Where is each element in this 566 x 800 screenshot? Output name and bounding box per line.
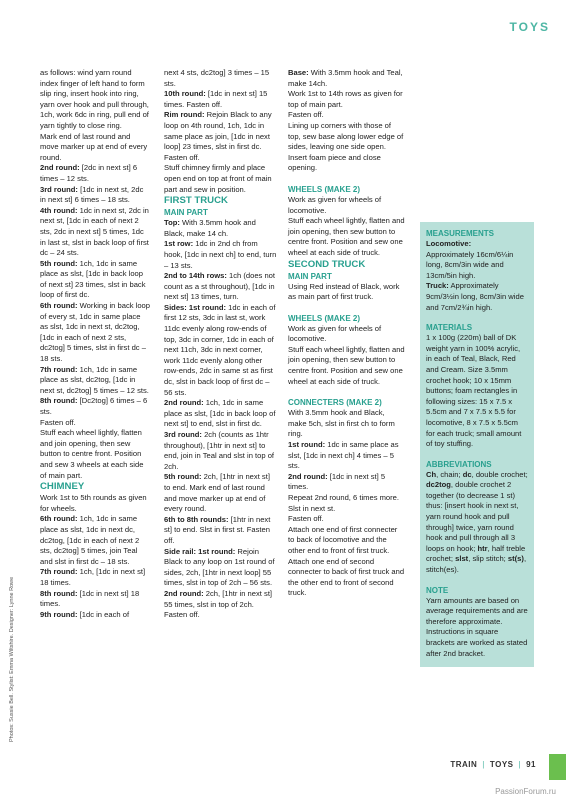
- abbr-def: , half treble crochet;: [426, 543, 526, 564]
- round-instruction: [40, 301, 150, 365]
- abbreviations-list: [426, 470, 528, 576]
- round-label: 7th round:: [40, 567, 78, 577]
- round-instruction: [40, 365, 150, 397]
- round-label: 1st round:: [288, 440, 326, 450]
- abbreviations-heading: ABBREVIATIONS: [426, 459, 492, 469]
- round-text: 1ch, [1dc in next st] 18 times.: [40, 567, 146, 587]
- paragraph: Using Red instead of Black, work as main part of first truck.: [288, 281, 400, 302]
- round-text: [1dc in next st] 5 times.: [288, 471, 386, 492]
- round-text: 1dc in same place as slst, [1dc in next ch] 4 times – 5 sts.: [288, 440, 399, 471]
- round-label: 7th round:: [40, 364, 78, 374]
- photo-credit: Photos: Sussie Bell. Stylist: Emma Wiltshire. Designer: Lynne Rowe: [9, 576, 15, 742]
- column-4: [420, 222, 534, 667]
- round-text: Rejoin Black to any loop on 4th round, 1ch, 1dc in same place as join, [1dc in next loop] 23 times, slst in first dc. Fasten off.: [164, 110, 272, 162]
- round-instruction: [164, 472, 278, 514]
- round-label: 3rd round:: [164, 430, 202, 439]
- sub-heading: MAIN PART: [288, 271, 332, 281]
- section-label: TOYS: [509, 20, 550, 34]
- round-label: 5th round:: [164, 472, 202, 482]
- sub-heading: CONNECTERS (MAKE 2): [288, 398, 382, 408]
- round-text: Rejoin Black to any loop on 1st round of sides, 2ch, [1htr in next loop] 55 times, slst in top of 2ch – 56 sts.: [164, 546, 275, 588]
- round-text: 1ch, 1dc in same place as slst, [1dc in back loop of next st] 23 times, slst in back loop of first dc.: [40, 258, 146, 300]
- round-instruction: [164, 89, 278, 110]
- round-label: Top:: [164, 218, 180, 228]
- abbr-def: , double crochet 2 together (to decrease 1 st) thus: [insert hook in next st, yarn round hook and pull through] twice, yarn round hook and pull through all 3 loops on hook;: [426, 480, 519, 553]
- round-instruction: [40, 514, 150, 567]
- round-label: Sides: 1st round:: [164, 302, 227, 312]
- paragraph: Lining up corners with those of top, sew base along lower edge of sides, leaving one side open. Insert foam piece and close opening.: [288, 120, 404, 173]
- round-text: 2ch, [1htr in next st] to end. Mark end of last round and move marker up at end of every round.: [164, 472, 270, 514]
- column-3: [288, 68, 405, 599]
- round-text: 1ch (does not count as a st throughout), [1dc in next st] 13 times, turn.: [164, 271, 275, 302]
- round-text: [1dc in next st, 2dc in next st] 6 times – 18 sts.: [40, 184, 144, 205]
- paragraph: Fasten off.: [288, 514, 324, 524]
- round-instruction: [40, 185, 150, 206]
- round-label: 6th round:: [40, 301, 78, 311]
- round-label: 5th round:: [40, 258, 78, 268]
- round-label: 3rd round:: [40, 184, 78, 194]
- paragraph: Attach one end of first connecter to back of locomotive and the other end to front of first truck. Attach one end of second connecter to back of first truck and the other end to front of second truck.: [288, 524, 405, 598]
- page-tab: [549, 754, 566, 780]
- round-text: 1ch, 1dc in same place as slst, [1dc in back loop of next st] to end, slst in first dc.: [164, 398, 276, 429]
- round-instruction: [288, 440, 405, 472]
- paragraph: Approximately 16cm/6¼in long, 8cm/3in wide and 13cm/5in high.: [426, 249, 514, 280]
- paragraph: Slst in next st.: [288, 503, 336, 513]
- round-instruction: [40, 259, 150, 301]
- round-label: 6th round:: [40, 514, 78, 524]
- round-text: [1dc in next st] 15 times. Fasten off.: [164, 89, 268, 109]
- round-text: 2ch, [1htr in next st] 55 times, slst in top of 2ch. Fasten off.: [164, 588, 273, 620]
- round-instruction: [164, 271, 278, 303]
- round-instruction: [164, 515, 278, 547]
- section-heading: SECOND TRUCK: [288, 258, 366, 270]
- column-1: [40, 68, 150, 620]
- round-label: 2nd round:: [40, 163, 80, 173]
- round-instruction: [164, 239, 278, 271]
- round-label: 2nd round:: [288, 471, 328, 481]
- page-footer: [450, 760, 536, 769]
- round-label: Side rail: 1st round:: [164, 546, 236, 556]
- paragraph: Fasten off.: [40, 417, 76, 427]
- round-text: [1dc in each of: [77, 609, 130, 619]
- round-label: 9th round:: [40, 609, 78, 619]
- round-instruction: [164, 430, 278, 472]
- round-instruction: [288, 472, 405, 493]
- divider: |: [482, 760, 485, 769]
- round-instruction: [40, 206, 150, 259]
- round-text: 1ch, 1dc in same place as slst, 1dc in next dc, dc2tog, [1dc in each of next 2 sts, dc2tog] 5 times, join Teal and slst in first dc – 18 sts.: [40, 514, 140, 566]
- round-label: 2nd round:: [164, 398, 204, 408]
- measure-label: Truck:: [426, 281, 449, 291]
- round-text: 1ch, 1dc in same place as slst, dc2tog, [1dc in next st, dc2tog] 5 times – 12 sts.: [40, 364, 149, 395]
- round-label: 1st row:: [164, 239, 194, 249]
- round-instruction: [40, 589, 150, 610]
- round-text: [2dc in next st] 6 times – 12 sts.: [40, 163, 138, 183]
- round-instruction: [40, 610, 150, 621]
- paragraph: Repeat 2nd round, 6 times more.: [288, 493, 400, 502]
- sub-heading: MAIN PART: [164, 208, 208, 218]
- round-instruction: [164, 589, 278, 621]
- round-instruction: [164, 110, 278, 163]
- abbr-term: dc2tog: [426, 480, 451, 490]
- round-instruction: [40, 396, 150, 417]
- note-heading: NOTE: [426, 585, 449, 595]
- footer-middle: TOYS: [489, 760, 514, 769]
- abbr-def: , double crochet;: [471, 469, 528, 479]
- round-text: 2ch (counts as 1htr throughout), [1htr in next st] to end, join in Teal and slst in top of 2ch.: [164, 430, 275, 471]
- round-instruction: [164, 218, 278, 239]
- sub-heading: WHEELS (MAKE 2): [288, 184, 360, 194]
- round-label: Rim round:: [164, 110, 205, 120]
- abbr-def: , chain;: [436, 469, 463, 479]
- round-label: Base:: [288, 68, 309, 77]
- paragraph: Work 1st to 14th rows as given for top of main part.: [288, 89, 403, 109]
- round-label: 2nd to 14th rows:: [164, 271, 227, 281]
- paragraph: With 3.5mm hook and Black, make 5ch, slst in first ch to form ring.: [288, 408, 395, 439]
- measure-text: Approximately 9cm/3½in long, 8cm/3in wide and 7cm/2¾in high.: [426, 281, 524, 312]
- round-instruction: [288, 68, 405, 89]
- round-label: 8th round:: [40, 396, 78, 406]
- abbr-term: dc: [462, 469, 472, 479]
- round-label: 6th to 8th rounds:: [164, 514, 229, 524]
- footer-left: TRAIN: [450, 760, 478, 769]
- round-instruction: [164, 398, 278, 430]
- column-2: [164, 68, 278, 621]
- section-heading: CHIMNEY: [40, 481, 85, 493]
- round-text: With 3.5mm hook and Black, make 14 ch.: [164, 218, 256, 238]
- round-text: 1dc in each of first 12 sts, 3dc in last st, work 11dc evenly along row-ends of top, 3dc in corner, 1dc in each of next 11ch, 3dc in next corner, work 11dc evenly along other row-ends, 2dc in same st as first dc, slst in back loop of first dc – 56 sts.: [164, 302, 276, 397]
- round-label: 4th round:: [40, 205, 78, 215]
- abbr-term: htr: [477, 543, 488, 553]
- paragraph: Yarn amounts are based on average requirements and are therefore approximate. Instructions in square brackets are worked as stated after 2nd bracket.: [426, 595, 528, 658]
- round-instruction: [164, 303, 278, 398]
- paragraph: Fasten off.: [288, 110, 324, 120]
- paragraph: Stuff each wheel lightly, flatten and join opening, then sew button to centre front. Position and sew one wheel at each side of truck.: [288, 216, 405, 257]
- abbr-def: , slip stitch;: [468, 554, 508, 564]
- abbr-term: Ch: [426, 469, 437, 479]
- round-instruction: [40, 567, 150, 588]
- paragraph: Work as given for wheels of locomotive.: [288, 194, 382, 215]
- paragraph: Stuff chimney firmly and place open end on top at front of main part and sew in position.: [164, 163, 272, 194]
- paragraph: as follows: wind yarn round index finger of left hand to form slip ring, insert hook into ring, yarn over hook and pull through, 1ch, work 6dc in ring, pull end of yarn tightly to close ring.: [40, 68, 149, 130]
- abbr-def: , stitch(es).: [426, 554, 527, 575]
- round-text: [1htr in next st] to end. Slst in first st. Fasten off.: [164, 514, 271, 545]
- abbr-term: slst: [455, 554, 469, 564]
- watermark: PassionForum.ru: [495, 787, 556, 796]
- round-label: 10th round:: [164, 89, 206, 99]
- round-text: With 3.5mm hook and Teal, make 14ch.: [288, 68, 403, 88]
- divider: |: [518, 760, 522, 769]
- paragraph: Work as given for wheels of locomotive.: [288, 323, 382, 344]
- round-text: [1dc in next st] 18 times.: [40, 588, 140, 609]
- materials-heading: MATERIALS: [426, 323, 473, 333]
- round-text: Working in back loop of every st, 1dc in same place as slst, 1dc in next st, dc2tog, [1dc in each of next 2 sts, dc2tog] 5 times, slst in first dc – 18 sts.: [40, 301, 151, 364]
- round-text: 1dc in 2nd ch from hook, [1dc in next ch] to end, turn – 13 sts.: [164, 239, 277, 270]
- round-text: [Dc2tog] 6 times – 6 sts.: [40, 396, 148, 416]
- paragraph: Mark end of last round and move marker up at end of every round.: [40, 131, 148, 162]
- round-text: 1dc in next st, 2dc in next st, [1dc in each of next 2 sts, 2dc in next st] 5 times, 1dc in last st, slst in back loop of first dc – 24 sts.: [40, 205, 149, 258]
- round-label: 2nd round:: [164, 588, 204, 598]
- round-instruction: [426, 281, 528, 313]
- measurements-heading: MEASUREMENTS: [426, 229, 495, 238]
- section-heading: FIRST TRUCK: [164, 195, 228, 207]
- measure-label: Locomotive:: [426, 239, 472, 248]
- paragraph: next 4 sts, dc2tog] 3 times – 15 sts.: [164, 68, 270, 88]
- page-number: 91: [526, 760, 536, 769]
- info-box: [420, 222, 534, 667]
- paragraph: 1 x 100g (220m) ball of DK weight yarn in 100% acrylic, in each of Teal, Black, Red and Cream. Size 3.5mm crochet hook; 10 x 15mm buttons; foam rectangles in following sizes: 15 x 7.5 x 5.5cm and 7 x 7.5 x 5.5 for locomotive, 8 x 7.5 x 5.5cm for each truck; small amount of toy stuffing.: [426, 333, 522, 449]
- abbr-term: st(s): [507, 554, 524, 564]
- round-instruction: [164, 547, 278, 589]
- paragraph: Stuff each wheel lightly, flatten and join opening, then sew button to centre front. Position and sew 3 wheels at each side of main part.: [40, 428, 144, 480]
- paragraph: Work 1st to 5th rounds as given for wheels.: [40, 493, 147, 513]
- paragraph: Stuff each wheel lightly, flatten and join opening, then sew button to centre front. Position and sew one wheel at each side of truck.: [288, 344, 405, 386]
- round-instruction: [40, 163, 150, 184]
- sub-heading: WHEELS (MAKE 2): [288, 313, 360, 323]
- round-label: 8th round:: [40, 588, 78, 598]
